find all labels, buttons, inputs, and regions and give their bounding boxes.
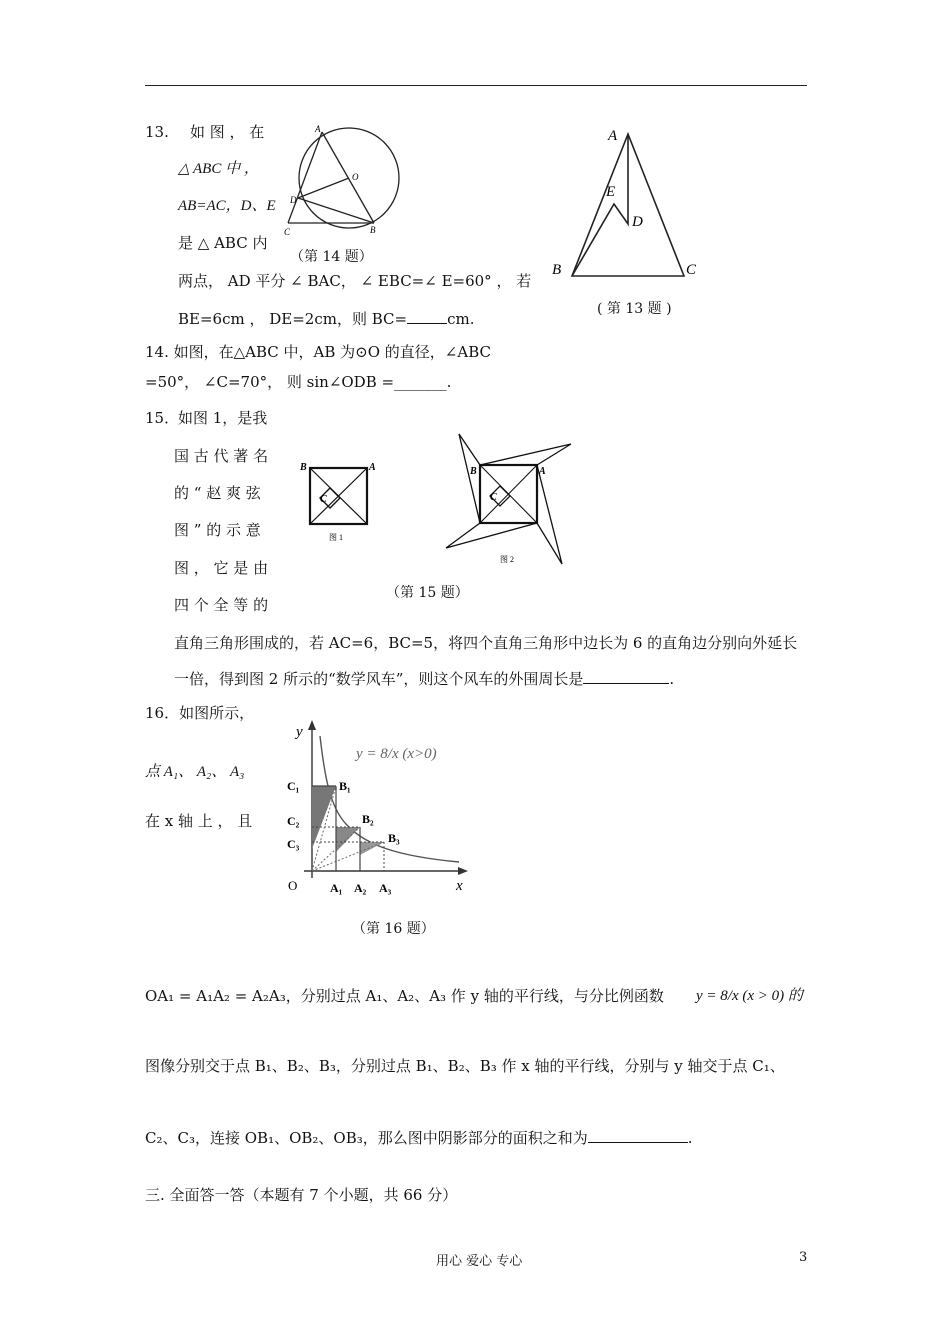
q16-line-4b: y = 8/x (x > 0) 的 [696, 988, 803, 1004]
q16-caption: （第 16 题） [352, 921, 435, 937]
label-d: D [632, 214, 643, 230]
label-b: B [470, 466, 477, 477]
q15-line-3: 的 “ 赵 爽 弦 [174, 484, 261, 502]
label-y: y [296, 724, 303, 740]
label-c: C [686, 262, 697, 278]
q15-line-8 [174, 669, 674, 689]
q13-line-6-text: BE=6cm ， DE=2cm，则 BC= [178, 310, 408, 328]
windmill-outline [446, 434, 571, 564]
q14-line-2: =50°， ∠C=70°， 则 sin∠ODB =_______. [145, 373, 452, 391]
q15-number: 15． [145, 409, 180, 427]
q15-end: . [669, 670, 675, 688]
q13-unit: cm. [447, 310, 475, 328]
q13-triangle-figure [548, 124, 708, 284]
label-b: B [300, 462, 307, 473]
q13-line-6 [178, 309, 474, 329]
q15-line-6: 四 个 全 等 的 [174, 596, 269, 614]
q15-figure-2 [440, 430, 575, 568]
label-b: B [370, 225, 376, 235]
label-a: A [608, 128, 618, 144]
label-b2: B₂ [362, 812, 374, 826]
q15-answer-blank [583, 669, 669, 684]
label-a: A [539, 466, 546, 477]
segment-ab [322, 132, 374, 223]
segment-ac [288, 132, 322, 223]
q13-answer-blank [407, 309, 447, 324]
label-c: C [490, 492, 497, 503]
label-x: x [456, 878, 463, 894]
q16-line-5: 图像分别交于点 B₁、B₂、B₃，分别过点 B₁、B₂、B₃ 作 x 轴的平行线，分别与 y 轴交于点 C₁、 [145, 1057, 785, 1075]
label-b1: B₁ [339, 779, 351, 793]
q15-line-5: 图 ， 它 是 由 [174, 559, 269, 577]
q13-number: 13. [145, 123, 169, 141]
shaded-triangle-2 [336, 827, 360, 852]
header-rule [145, 85, 807, 86]
label-a: A [369, 462, 376, 473]
q13-line-2: △ ABC 中 ， [178, 161, 259, 177]
q16-line-6-text: C₂、C₃，连接 OB₁、OB₂、OB₃，那么图中阴影部分的面积之和为 [145, 1129, 588, 1147]
label-c3: C₃ [287, 837, 300, 851]
label-a3: A₃ [379, 881, 392, 895]
label-o: O [288, 878, 298, 893]
q16-answer-blank [588, 1128, 688, 1143]
label-a: A [315, 124, 321, 134]
label-o: O [352, 172, 359, 182]
q13-caption: ( 第 13 题 ) [597, 301, 672, 317]
q15-line-2: 国 古 代 著 名 [174, 447, 269, 465]
label-c2: C₂ [287, 814, 300, 828]
q16-figure [284, 716, 474, 898]
label-c: C [320, 494, 327, 505]
q16-number: 16．如图所示， [145, 704, 255, 722]
q15-line-7: 直角三角形围成的，若 AC=6，BC=5，将四个直角三角形中边长为 6 的直角边分别向外延长 [174, 634, 798, 652]
y-axis-arrow [308, 720, 316, 730]
q15-line-1: 如图 1，是我 [178, 409, 268, 427]
label-a2: A₂ [354, 881, 367, 895]
q13-line-4: 是 △ ABC 内 [178, 234, 268, 252]
q15-caption: （第 15 题） [386, 585, 469, 601]
q13-line-3: AB=AC，D、E [178, 198, 276, 214]
segment-od [298, 178, 349, 198]
figure-2-label: 图 2 [500, 555, 514, 564]
function-label: y = 8/x (x>0) [356, 746, 437, 762]
q16-line-3: 在 x 轴 上 ， 且 [145, 812, 253, 830]
label-a1: A₁ [330, 881, 343, 895]
q16-end: . [687, 1129, 693, 1147]
label-e: E [606, 184, 616, 200]
q14-line-1: 14. 如图，在△ABC 中，AB 为⊙O 的直径，∠ABC [145, 343, 491, 361]
segment-ob3 [312, 842, 384, 871]
label-c1: C₁ [287, 779, 300, 793]
q14-caption: （第 14 题） [290, 249, 373, 265]
shaded-triangle-1 [312, 786, 336, 849]
q16-line-4a: OA₁ = A₁A₂ = A₂A₃，分别过点 A₁、A₂、A₃ 作 y 轴的平行线，与分比例函数 [145, 987, 664, 1005]
label-c: C [284, 227, 291, 237]
figure-1-label: 图 1 [329, 533, 343, 542]
q13-line-5: 两点， AD 平分 ∠ BAC， ∠ EBC=∠ E=60° ， 若 [178, 272, 532, 290]
section-3-heading: 三. 全面答一答（本题有 7 个小题，共 66 分） [145, 1186, 458, 1204]
x-axis-arrow [458, 867, 468, 875]
q13-line-1: 如 图 ， 在 [190, 123, 265, 141]
label-d: D [290, 195, 297, 205]
q16-line-2: 点 A₁、 A₂、 A₃ [145, 764, 245, 780]
page-number: 3 [799, 1250, 808, 1265]
footer-text: 用心 爱心 专心 [436, 1254, 523, 1269]
label-b3: B₃ [388, 831, 400, 845]
q16-line-6 [145, 1128, 693, 1148]
label-b: B [552, 262, 562, 278]
q15-figure-1 [296, 458, 378, 544]
q14-circle-figure [282, 122, 407, 240]
q15-line-8-text: 一倍，得到图 2 所示的“数学风车”，则这个风车的外围周长是 [174, 670, 584, 688]
q15-line-4: 图 ” 的 示 意 [174, 521, 261, 539]
